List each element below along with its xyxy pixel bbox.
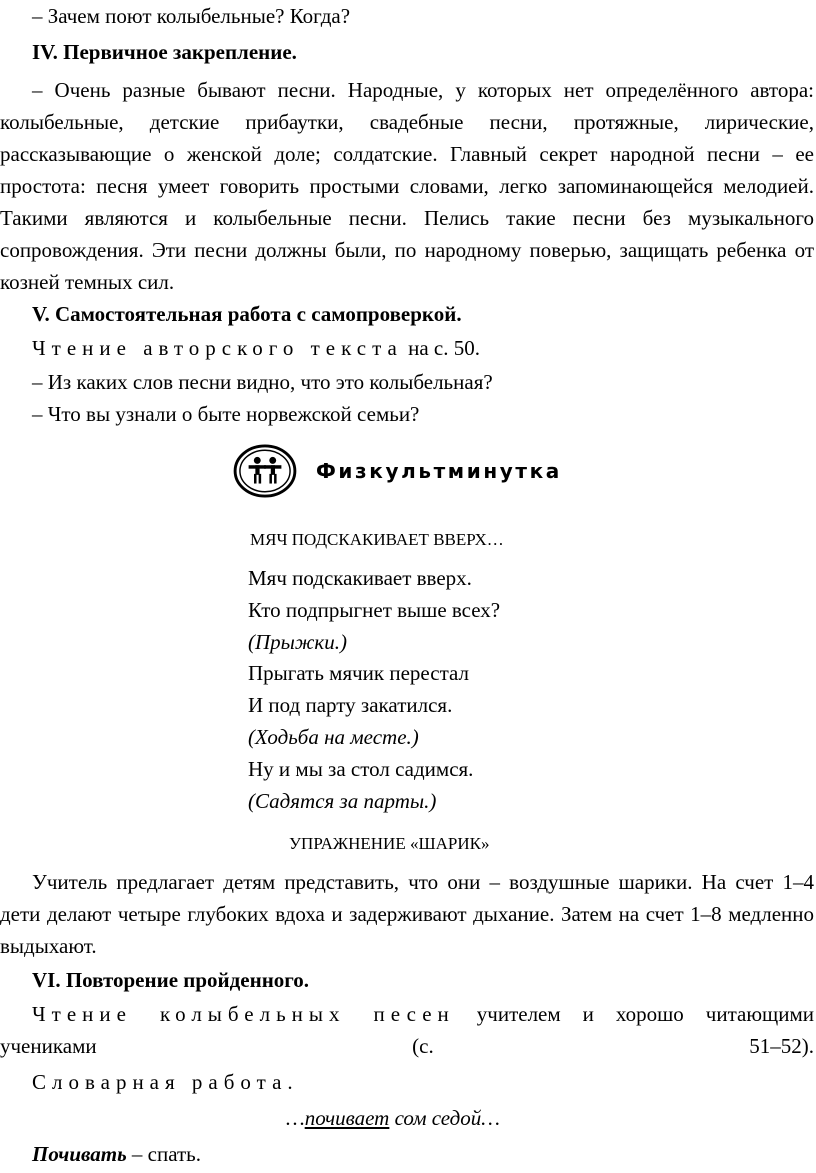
reading-author-text	[0, 332, 814, 364]
question-lullaby-words: – Из каких слов песни видно, что это колыбельная?	[32, 370, 493, 394]
reading-lullabies	[0, 998, 814, 1062]
poem-line: Кто подпрыгнет выше всех?	[248, 597, 501, 622]
paragraph-folk-songs: – Очень разные бывают песни. Народные, у которых нет определённого автора: колыбельные, детские прибаутки, свадебные песни, протяжные, лирические, рассказывающие о женской доле; солдатские. Главный секрет народной песни – ее простота: песня умеет говорить простыми словами, легко запоминающейся мелодией. Такими являются и колыбельные песни. Пелись такие песни без музыкального сопровождения. Эти песни должны были, по народному поверью, защищать ребенка от козней темных сил.	[0, 78, 814, 294]
poem-line: Прыгать мячик перестал	[248, 661, 470, 686]
reading-page-ref: на с. 50.	[402, 336, 480, 360]
section-heading-vi: VI. Повторение пройденного.	[32, 968, 310, 992]
definition-text: – спать.	[126, 1142, 202, 1166]
exercise-heading: УПРАЖНЕНИЕ «ШАРИК»	[289, 834, 490, 853]
reading-lullabies-label: Чтение колыбельных песен	[32, 1002, 455, 1026]
reading-lullabies-rest: учителем и хорошо читающими учениками (с. 51–52).	[0, 1002, 814, 1058]
two-children-icon	[232, 444, 298, 498]
question-why-lullabies: – Зачем поют колыбельные? Когда?	[32, 4, 351, 28]
vocabulary-work: Словарная работа.	[32, 1070, 299, 1094]
poem-stage-direction: (Ходьба на месте.)	[248, 725, 419, 749]
definition-term: Почивать	[32, 1142, 127, 1166]
poem-line: И под парту закатился.	[248, 693, 453, 718]
quote-line	[286, 1102, 686, 1134]
poem-stage-direction: (Садятся за парты.)	[248, 788, 437, 813]
poem-line: Ну и мы за стол садимся.	[248, 756, 474, 781]
poem-heading: МЯЧ ПОДСКАКИВАЕТ ВВЕРХ…	[250, 530, 504, 549]
question-norwegian-family: – Что вы узнали о быте норвежской семьи?	[32, 402, 420, 426]
exercise-text: Учитель предлагает детям представить, что они – воздушные шарики. На счет 1–4 дети делают четыре глубоких вдоха и задерживают дыхание. Затем на счет 1–8 медленно выдыхают.	[0, 870, 814, 958]
definition-line	[0, 1138, 814, 1170]
quote-rest: сом седой…	[389, 1106, 500, 1130]
physminute-title: Физкультминутка	[316, 459, 562, 483]
poem-line: Мяч подскакивает вверх.	[248, 566, 472, 590]
section-heading-iv: IV. Первичное закрепление.	[32, 40, 297, 64]
quote-ellipsis: …	[286, 1106, 305, 1130]
quote-underlined-word: почивает	[304, 1106, 390, 1130]
reading-label: Чтение авторского текста	[32, 336, 403, 360]
poem-stage-direction: (Прыжки.)	[248, 629, 347, 654]
section-heading-v: V. Самостоятельная работа с самопроверкой.	[32, 302, 462, 326]
